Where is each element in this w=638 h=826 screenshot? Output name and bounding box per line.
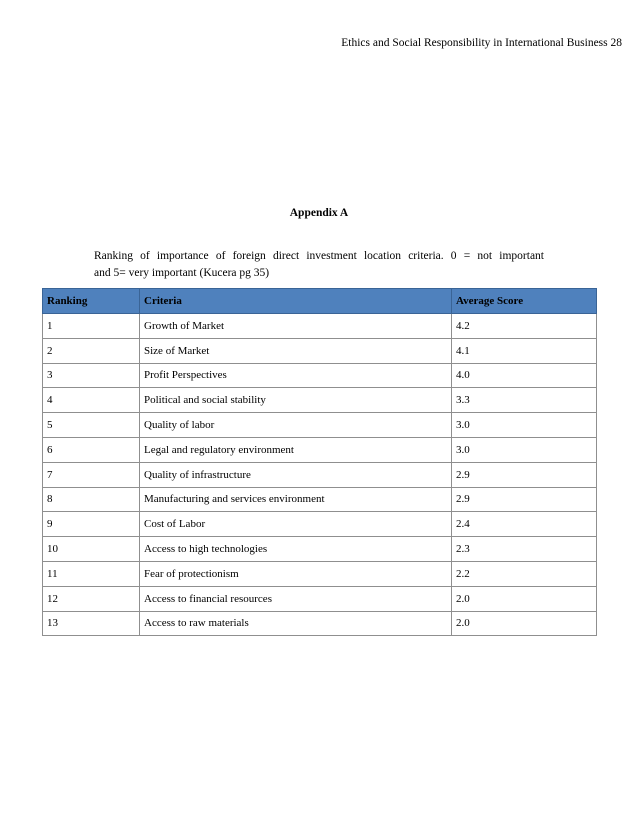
score-cell: 2.9 [452, 462, 597, 487]
ranking-cell: 8 [43, 487, 140, 512]
ranking-cell: 5 [43, 413, 140, 438]
criteria-cell: Legal and regulatory environment [140, 437, 452, 462]
criteria-cell: Access to financial resources [140, 586, 452, 611]
score-cell: 4.1 [452, 338, 597, 363]
column-header-average-score: Average Score [452, 289, 597, 314]
appendix-title: Appendix A [289, 207, 349, 219]
table-row [43, 537, 597, 562]
ranking-cell: 13 [43, 611, 140, 636]
table-row [43, 462, 597, 487]
table-caption [94, 248, 544, 282]
table-row [43, 487, 597, 512]
table-row [43, 586, 597, 611]
criteria-cell: Manufacturing and services environment [140, 487, 452, 512]
criteria-cell: Access to high technologies [140, 537, 452, 562]
table-row [43, 338, 597, 363]
criteria-cell: Fear of protectionism [140, 561, 452, 586]
ranking-cell: 1 [43, 314, 140, 339]
score-cell: 2.0 [452, 611, 597, 636]
table-row [43, 413, 597, 438]
score-cell: 4.0 [452, 363, 597, 388]
table-header-row [43, 289, 597, 314]
criteria-table [42, 288, 597, 636]
criteria-cell: Cost of Labor [140, 512, 452, 537]
score-cell: 4.2 [452, 314, 597, 339]
column-header-ranking: Ranking [43, 289, 140, 314]
running-header: Ethics and Social Responsibility in International Business 28 [341, 37, 622, 49]
table-row [43, 388, 597, 413]
table-row [43, 363, 597, 388]
table-row [43, 314, 597, 339]
criteria-cell: Growth of Market [140, 314, 452, 339]
ranking-cell: 7 [43, 462, 140, 487]
criteria-cell: Political and social stability [140, 388, 452, 413]
score-cell: 3.3 [452, 388, 597, 413]
criteria-cell: Quality of infrastructure [140, 462, 452, 487]
score-cell: 2.3 [452, 537, 597, 562]
ranking-cell: 12 [43, 586, 140, 611]
ranking-cell: 6 [43, 437, 140, 462]
ranking-cell: 10 [43, 537, 140, 562]
criteria-cell: Quality of labor [140, 413, 452, 438]
score-cell: 3.0 [452, 437, 597, 462]
table-row [43, 561, 597, 586]
score-cell: 2.2 [452, 561, 597, 586]
criteria-cell: Access to raw materials [140, 611, 452, 636]
ranking-cell: 4 [43, 388, 140, 413]
table-row [43, 512, 597, 537]
score-cell: 2.4 [452, 512, 597, 537]
caption-line: Ranking of importance of foreign direct investment location criteria. 0 = not important [94, 250, 544, 262]
score-cell: 2.9 [452, 487, 597, 512]
column-header-criteria: Criteria [140, 289, 452, 314]
score-cell: 2.0 [452, 586, 597, 611]
ranking-cell: 11 [43, 561, 140, 586]
criteria-cell: Profit Perspectives [140, 363, 452, 388]
ranking-cell: 9 [43, 512, 140, 537]
criteria-cell: Size of Market [140, 338, 452, 363]
score-cell: 3.0 [452, 413, 597, 438]
caption-line: and 5= very important (Kucera pg 35) [94, 267, 270, 279]
table-row [43, 611, 597, 636]
table-row [43, 437, 597, 462]
ranking-cell: 3 [43, 363, 140, 388]
ranking-cell: 2 [43, 338, 140, 363]
